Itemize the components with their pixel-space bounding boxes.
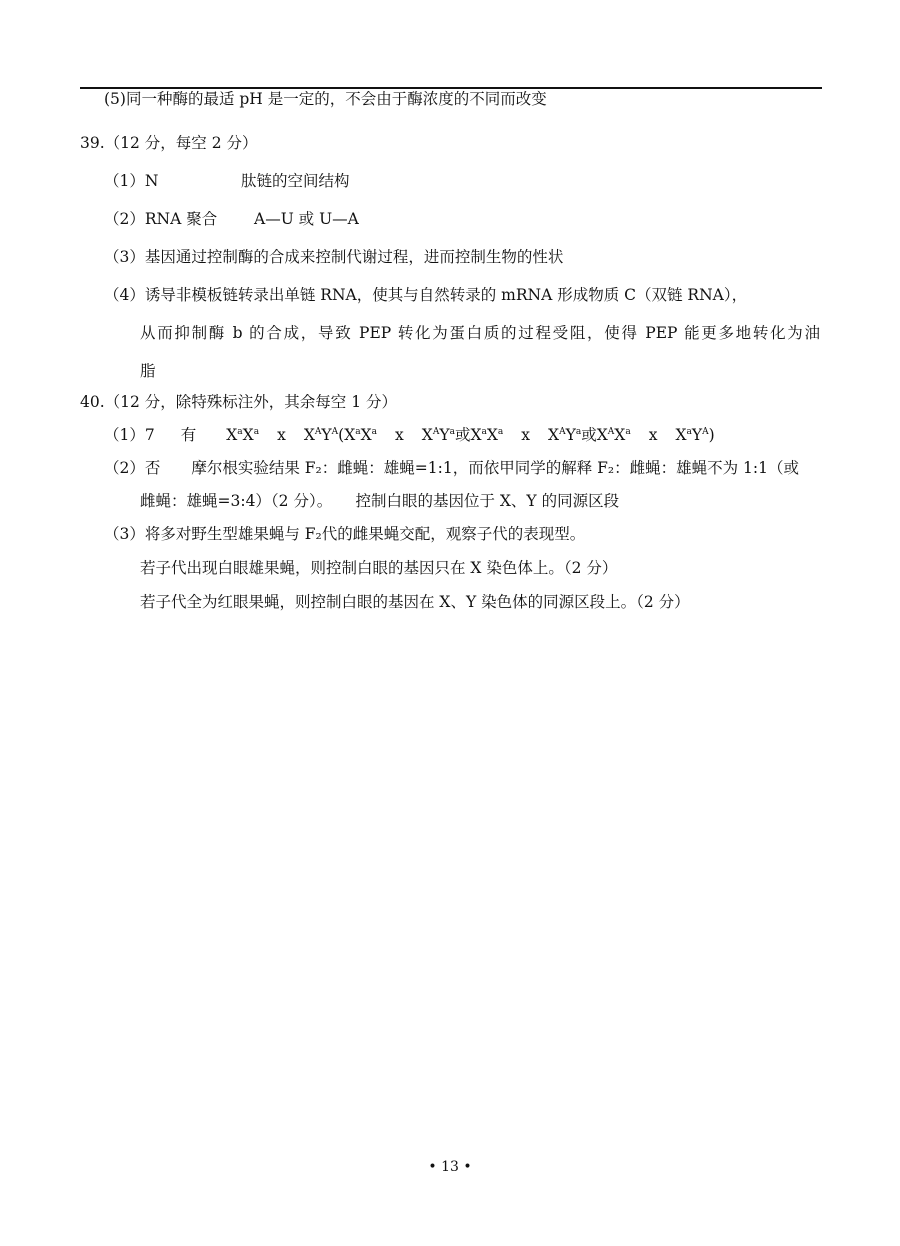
cross-symbol: x bbox=[277, 426, 286, 444]
q40-answer-3-line-2: 若子代出现白眼雄果蝇，则控制白眼的基因只在 X 染色体上。（2 分） bbox=[140, 559, 618, 577]
prev-item-5: (5)同一种酶的最适 pH 是一定的，不会由于酶浓度的不同而改变 bbox=[104, 90, 547, 108]
q39-answer-2-text: A—U 或 U—A bbox=[254, 210, 359, 228]
genotype-alt-female-2: $X^aX^a$ bbox=[470, 426, 504, 444]
q39-answer-3: （3）基因通过控制酶的合成来控制代谢过程，进而控制生物的性状 bbox=[104, 248, 564, 266]
q39-answer-2-label: （2）RNA 聚合 bbox=[104, 210, 218, 228]
q39-answer-1-label: （1）N bbox=[104, 172, 159, 190]
page-number: • 13 • bbox=[428, 1159, 472, 1175]
genotype-male-parent: $X^AY^A$ bbox=[303, 426, 339, 444]
q40-answer-3-line-3: 若子代全为红眼果蝇，则控制白眼的基因在 X、Y 染色体的同源区段上。（2 分） bbox=[140, 593, 690, 611]
q40-answer-2-line-2: 雌蝇：雄蝇=3:4）（2 分）。 控制白眼的基因位于 X、Y 的同源区段 bbox=[140, 492, 620, 510]
genotype-alt-female-1: $X^aX^a$ bbox=[344, 426, 378, 444]
q40-answer-3-line-1: （3）将多对野生型雄果蝇与 F₂代的雌果蝇交配，观察子代的表现型。 bbox=[104, 525, 586, 543]
q40-answer-2-line-1: （2）否 摩尔根实验结果 F₂：雌蝇：雄蝇=1:1，而依甲同学的解释 F₂：雌蝇：雄蝇不为 1:1（或 bbox=[104, 459, 799, 477]
cross-symbol: x bbox=[648, 426, 658, 444]
genotype-alt-female-3: $X^AX^a$ bbox=[596, 426, 631, 444]
cross-symbol: x bbox=[395, 426, 404, 444]
q39-answer-1-text: 肽链的空间结构 bbox=[241, 172, 350, 190]
q39-answer-4-line-1: （4）诱导非模板链转录出单链 RNA，使其与自然转录的 mRNA 形成物质 C（双链 RNA）， bbox=[104, 286, 748, 304]
genotype-alt-male-1: $X^AY^a$ bbox=[421, 426, 455, 444]
q40-answer-1-you: 有 bbox=[180, 426, 197, 444]
q40-header: 40.（12 分，除特殊标注外，其余每空 1 分） bbox=[80, 393, 398, 411]
genotype-alt-male-3: $X^aY^A$ bbox=[675, 426, 709, 444]
genotype-alt-male-2: $X^AY^a$ bbox=[548, 426, 582, 444]
genotype-female-parent: $X^aX^a$ bbox=[226, 426, 260, 444]
q39-answer-4-line-3: 脂 bbox=[140, 362, 156, 380]
q39-answer-4-line-2: 从而抑制酶 b 的合成，导致 PEP 转化为蛋白质的过程受阻，使得 PEP 能更多地转化为油 bbox=[140, 324, 820, 342]
q40-answer-1: （1）7 有 $X^aX^a$ x $X^AY^A(X^aX^a$ x $X^AY^a$或$X^aX^a$ x $X^AY^a$或$X^AX^a$ x $X^aY^A$) bbox=[104, 426, 715, 444]
cross-symbol: x bbox=[521, 426, 531, 444]
q39-header: 39.（12 分，每空 2 分） bbox=[80, 134, 258, 152]
q40-answer-1-label: （1）7 bbox=[104, 426, 155, 444]
